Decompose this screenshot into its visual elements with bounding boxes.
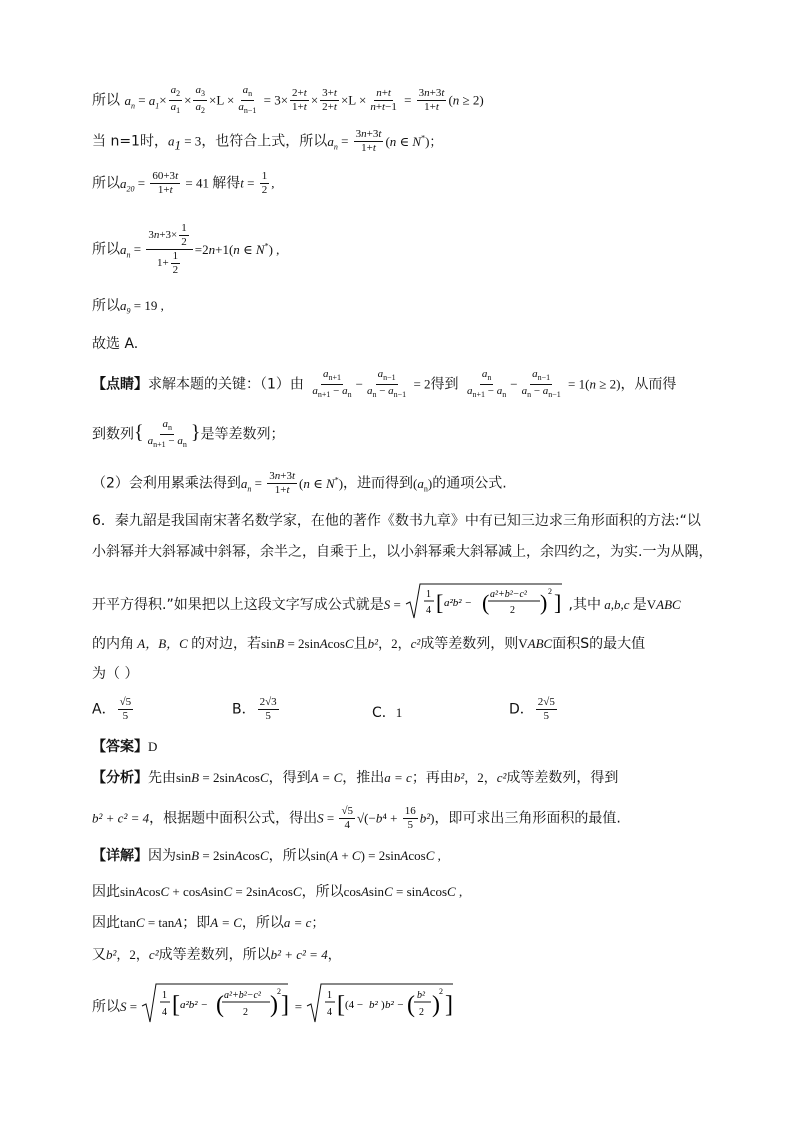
- remark-line-3: （2）会利用累乘法得到$a_n$ = $\frac{3n+3t}{1+t}$ (n ∈ N*)，进而得到$(a_n)$的通项公式.: [92, 470, 507, 496]
- formula-line-3: 所以$a_{20}$ = $\frac{60+3t}{1+t}$ = 41 解得t = $\frac{1}{2}$ ,: [92, 170, 275, 196]
- choice-c: C．1: [372, 705, 403, 721]
- svg-text:]: ]: [281, 992, 290, 1018]
- detail-line-1: 【详解】因为sinB = 2sinAcosC，所以sin(A + C) = 2sinAcosC ,: [92, 848, 441, 864]
- svg-text:1: 1: [162, 990, 168, 1001]
- svg-text:2: 2: [243, 1007, 249, 1018]
- svg-text:2: 2: [439, 987, 444, 996]
- area-formula-3: [305, 982, 455, 1032]
- svg-text:(: (: [216, 992, 225, 1018]
- detail-line-2: 因此sinAcosC + cosAsinC = 2sinAcosC，所以cosAsinC = sinAcosC ,: [92, 884, 463, 900]
- formula-line-4: 所以$a_n$ = 3n+3× $\frac{1}{2}$ 1+ $\frac{1}{2}$ =2n+1(n ∈ N*) ,: [92, 222, 280, 276]
- answer-choice-line: 故选 A.: [92, 336, 139, 352]
- svg-text:(: (: [407, 992, 416, 1018]
- svg-text:a²+b²−c²: a²+b²−c²: [490, 589, 527, 600]
- problem-6-line-5: 为（ ）: [92, 666, 139, 682]
- svg-text:[: [: [172, 992, 181, 1018]
- svg-text:4: 4: [426, 605, 432, 616]
- answer-line: 【答案】D: [92, 739, 158, 755]
- area-formula-2: [140, 982, 290, 1032]
- problem-6-line-3: 开平方得积.”如果把以上这段文字写成公式就是S = 1 4 [ a²b² − ( a²+b²−c² 2 ) 2 ] ,其中 a,b,c 是VABC: [92, 582, 714, 628]
- svg-text:]: ]: [554, 590, 562, 615]
- svg-text:): ): [381, 999, 386, 1011]
- choice-b: B． $\frac{2√3}{5}$: [232, 696, 277, 722]
- svg-text:4: 4: [327, 1007, 333, 1018]
- svg-text:a²b² −: a²b² −: [444, 597, 472, 609]
- svg-text:2: 2: [277, 987, 282, 996]
- svg-text:[: [: [337, 992, 346, 1018]
- svg-text:4: 4: [162, 1007, 168, 1018]
- svg-text:b²: b²: [369, 999, 379, 1011]
- svg-text:a²b² −: a²b² −: [180, 999, 209, 1011]
- detail-line-3: 因此tanC = tanA；即A = C，所以a = c；: [92, 915, 325, 931]
- analysis-line-2: b² + c² = 4，根据题中面积公式，得出S = $\frac{√5}{4}$ √(−b⁴ + $\frac{16}{5}$ b²)，即可求出三角形面积的最值.: [92, 805, 621, 831]
- svg-text:2: 2: [548, 587, 553, 596]
- svg-text:b² −: b² −: [385, 999, 405, 1011]
- svg-text:a²+b²−c²: a²+b²−c²: [224, 990, 262, 1001]
- svg-text:b²: b²: [417, 990, 426, 1001]
- remark-line-2: 到数列{ $\frac{a_n}{a_{n+1} - a_n}$ }是等差数列；: [92, 418, 285, 450]
- svg-text:2: 2: [510, 605, 516, 616]
- problem-6-line-2: 小斜幂并大斜幂减中斜幂，余半之，自乘于上，以小斜幂乘大斜幂减上，余四约之，为实.一为从隅，: [92, 544, 713, 560]
- svg-text:): ): [270, 992, 279, 1018]
- area-formula: [404, 582, 564, 628]
- analysis-line-1: 【分析】先由sinB = 2sinAcosC，得到A = C，推出a = c；再由b²，2，c²成等差数列，得到: [92, 770, 619, 786]
- problem-6-line-1: 6．秦九韶是我国南宋著名数学家，在他的著作《数书九章》中有已知三边求三角形面积的方法:“以: [92, 513, 701, 529]
- svg-text:(: (: [482, 590, 490, 615]
- svg-text:): ): [432, 992, 441, 1018]
- svg-text:[: [: [436, 590, 444, 615]
- formula-line-5: 所以$a_9 = 19$ ,: [92, 298, 164, 316]
- svg-text:): ): [540, 590, 548, 615]
- problem-6-line-4: 的内角 A，B，C 的对边，若sinB = 2sinAcosC且b²，2，c²成等差数列，则VABC面积S的最大值: [92, 636, 646, 652]
- choice-a: A． $\frac{√5}{5}$: [92, 696, 132, 722]
- remark-line-1: 【点睛】求解本题的关键：（1）由 $\frac{a_{n+1}}{a_{n+1} - a_n}$ − $\frac{a_{n-1}}{a_n - a_{n-1}}$ = 2得到 $\frac{a_n}{a_{n+1} - a_n}$ − $\frac{a_{n-1}}{a_n - a_{n-1}}$ = 1(n ≥ 2)，从而得: [92, 368, 677, 400]
- formula-line-1: 所以 $a_n = a_1\times$ $\frac{a_2}{a_1}$ × $\frac{a_3}{a_2}$ ×L × $\frac{a_n}{a_{n-1}}$ = 3× $\frac{2+t}{1+t}$ × $\frac{3+t}{2+t}$ ×L × $\frac{n+t}{n+t-1}$ = $\frac{3n+3t}{1+t}$ (n ≥ 2): [92, 84, 484, 116]
- svg-text:2: 2: [419, 1007, 425, 1018]
- svg-text:(4 −: (4 −: [345, 999, 364, 1011]
- detail-line-5: 所以S = 1 4 [ a²b² − ( a²+b²−c² 2 ) 2 ] = 1 4 [ (4 − b² ) b² − ( b² 2 ) 2 ]: [92, 982, 714, 1032]
- svg-text:1: 1: [426, 589, 432, 600]
- svg-text:]: ]: [445, 992, 454, 1018]
- detail-line-4: 又b²，2，c²成等差数列，所以b² + c² = 4，: [92, 947, 341, 963]
- svg-text:1: 1: [327, 990, 333, 1001]
- formula-line-2: 当 n=1时，$a_1 = 3$，也符合上式，所以$a_n$ = $\frac{3n+3t}{1+t}$ (n ∈ N*)；: [92, 128, 443, 154]
- choice-d: D． $\frac{2√5}{5}$: [509, 696, 555, 722]
